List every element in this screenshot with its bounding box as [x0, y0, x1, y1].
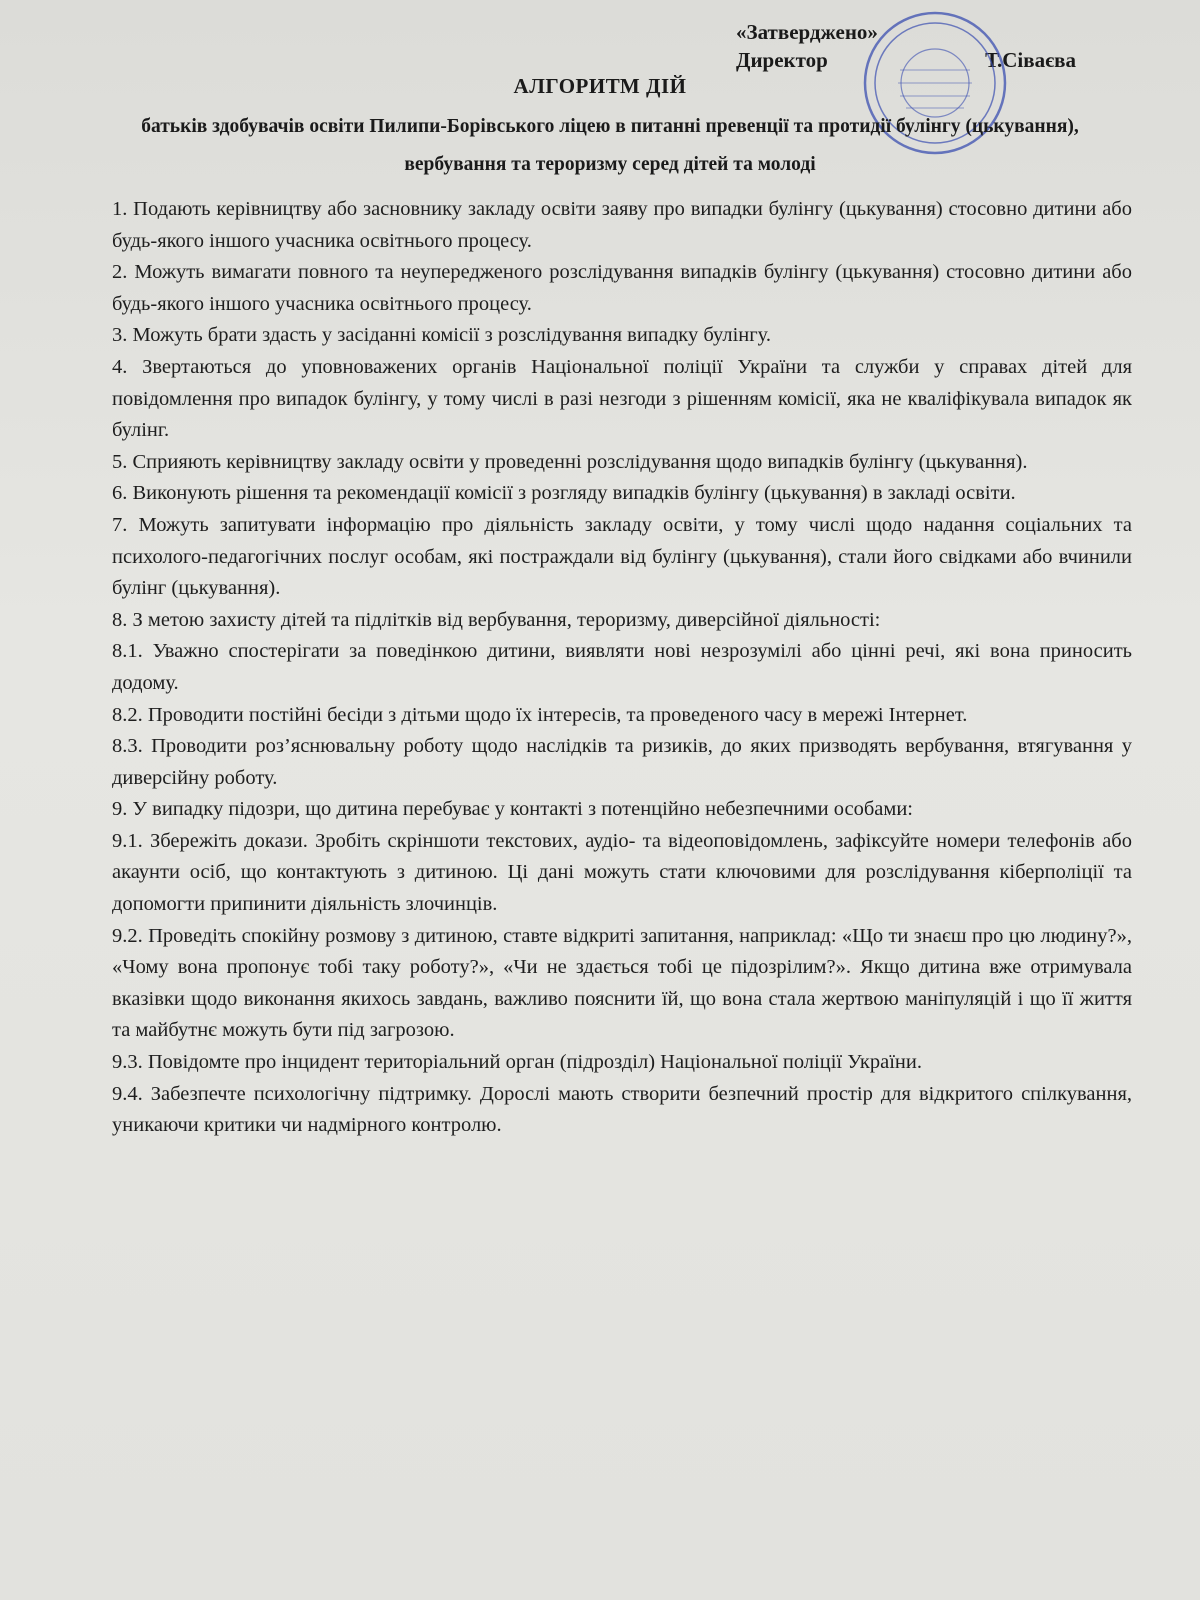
list-item: 4. Звертаються до уповноважених органів Національної поліції України та служби у справах дітей для повідомлення про випадок булінгу, у тому числі в разі незгоди з рішенням комісії, яка не кваліфікувала випадок як булінг.	[112, 355, 1132, 442]
list-item: 8.2. Проводити постійні бесіди з дітьми щодо їх інтересів, та проведеного часу в мережі Інтернет.	[112, 703, 968, 726]
document-body	[112, 194, 1132, 1142]
list-item: 9.3. Повідомте про інцидент територіальний орган (підрозділ) Національної поліції України.	[112, 1051, 922, 1074]
list-item: 8. З метою захисту дітей та підлітків від вербування, тероризму, диверсійної діяльності:	[112, 608, 881, 631]
list-item: 9.1. Збережіть докази. Зробіть скріншоти текстових, аудіо- та відеоповідомлень, зафіксуйте номери телефонів або акаунти осіб, що контактують з дитиною. Ці дані можуть стати ключовими для розслідування кіберполіції та допомогти припинити діяльність злочинців.	[112, 829, 1132, 916]
approval-stamp: «Затверджено»	[736, 20, 878, 44]
list-item: 8.1. Уважно спостерігати за поведінкою дитини, виявляти нові незрозумілі або цінні речі, які вона приносить додому.	[112, 640, 1132, 694]
list-item: 8.3. Проводити роз’яснювальну роботу щодо наслідків та ризиків, до яких призводять вербування, втягування у диверсійну роботу.	[112, 735, 1132, 789]
list-item: 2. Можуть вимагати повного та неупередженого розслідування випадків булінгу (цькування) стосовно дитини або будь-якого іншого учасника освітнього процесу.	[112, 261, 1132, 315]
director-name: Т.Сіваєва	[985, 48, 1076, 72]
list-item: 6. Виконують рішення та рекомендації комісії з розгляду випадків булінгу (цькування) в закладі освіти.	[112, 482, 1016, 505]
document-subtitle: батьків здобувачів освіти Пилипи-Борівського ліцею в питанні превенції та протидії булінгу (цькування), вербування та тероризму серед дітей та молоді	[141, 116, 1079, 175]
list-item: 9.2. Проведіть спокійну розмову з дитиною, ставте відкриті запитання, наприклад: «Що ти знаєш про цю людину?», «Чому вона пропонує тобі таку роботу?», «Чи не здається тобі це підозрілим?». Якщо дитина вже отримувала вказівки щодо виконання якихось завдань, важливо пояснити їй, що вона стала жертвою маніпуляцій і що її життя та майбутнє можуть бути під загрозою.	[112, 924, 1132, 1042]
director-position: Директор	[736, 48, 828, 72]
list-item: 9. У випадку підозри, що дитина перебуває у контакті з потенційно небезпечними особами:	[112, 798, 913, 821]
document-title: АЛГОРИТМ ДІЙ	[513, 74, 687, 98]
list-item: 9.4. Забезпечте психологічну підтримку. Дорослі мають створити безпечний простір для відкритого спілкування, уникаючи критики чи надмірного контролю.	[112, 1082, 1132, 1137]
list-item: 1. Подають керівництву або засновнику закладу освіти заяву про випадки булінгу (цькування) стосовно дитини або будь-якого іншого учасника освітнього процесу.	[112, 198, 1132, 252]
list-item: 5. Сприяють керівництву закладу освіти у проведенні розслідування щодо випадків булінгу (цькування).	[112, 450, 1028, 473]
list-item: 7. Можуть запитувати інформацію про діяльність закладу освіти, у тому числі щодо надання соціальних та психолого-педагогічних послуг особам, які постраждали від булінгу (цькування), стали його свідками або вчинили булінг (цькування).	[112, 513, 1132, 600]
list-item: 3. Можуть брати здасть у засіданні комісії з розслідування випадку булінгу.	[112, 324, 771, 347]
